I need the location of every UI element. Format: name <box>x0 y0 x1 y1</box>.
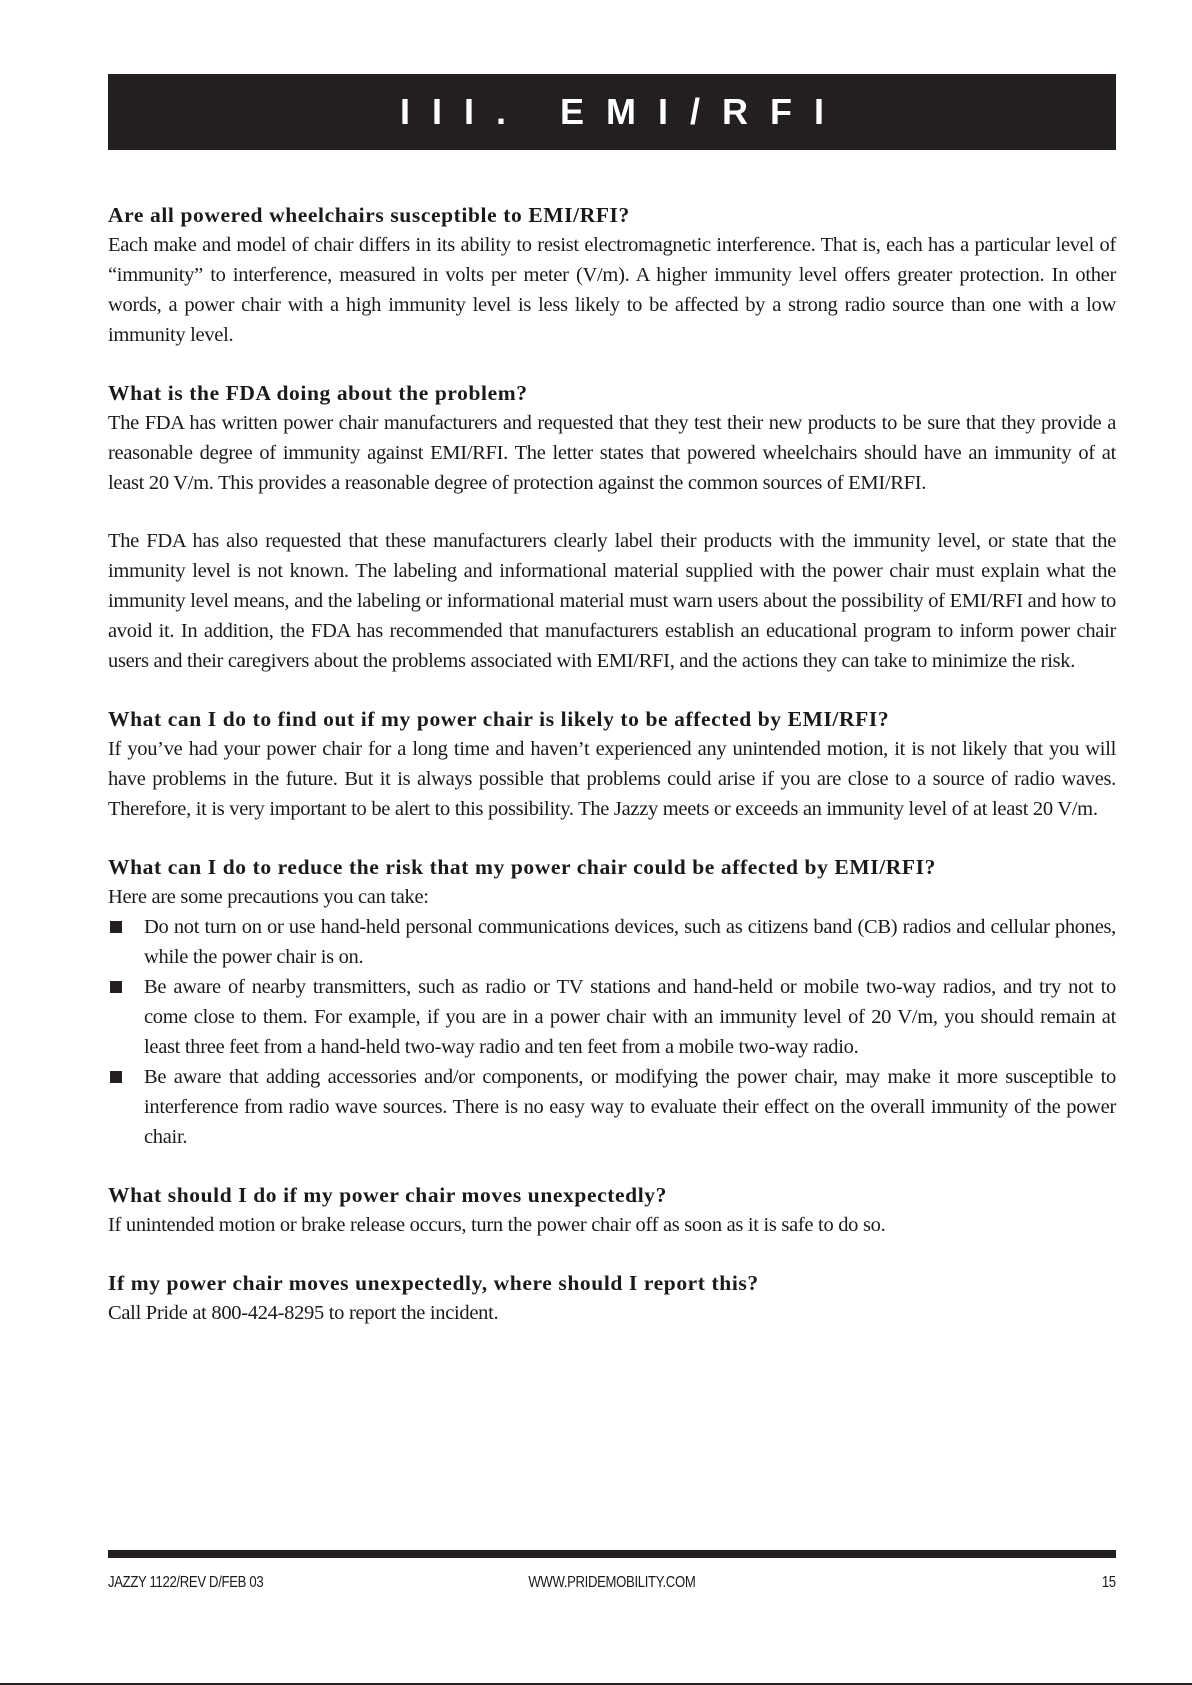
section-report <box>108 1268 1116 1328</box>
precautions-list <box>108 912 1116 1152</box>
list-item-text: Do not turn on or use hand-held personal communications devices, such as citizens band (CB) radios and cellular phones, while the power chair is on. <box>144 916 1116 968</box>
square-bullet-icon <box>110 921 122 933</box>
page-title: III. EMI/RFI <box>399 91 846 132</box>
section-reduce-risk <box>108 852 1116 1152</box>
square-bullet-icon <box>110 981 122 993</box>
list-item-text: Be aware that adding accessories and/or components, or modifying the power chair, may make it more susceptible to interference from radio wave sources. There is no easy way to evaluate their effect on the overall immunity of the power chair. <box>144 1066 1116 1148</box>
list-item <box>108 972 1116 1062</box>
question-heading: Are all powered wheelchairs susceptible to EMI/RFI? <box>108 203 630 227</box>
answer-paragraph: If unintended motion or brake release occurs, turn the power chair off as soon as it is safe to do so. <box>108 1214 886 1236</box>
answer-paragraph: Each make and model of chair differs in its ability to resist electromagnetic interference. That is, each has a particular level of “immunity” to interference, measured in volts per meter (V/m). A higher immunity level offers greater protection. In other words, a power chair with a high immunity level is less likely to be affected by a strong radio source than one with a low immunity level. <box>108 234 1116 346</box>
footer-document-id: JAZZY 1122/REV D/FEB 03 <box>108 1574 264 1591</box>
title-bar <box>108 74 1116 150</box>
page-footer <box>108 1550 1116 1592</box>
question-heading: What can I do to find out if my power chair is likely to be affected by EMI/RFI? <box>108 707 890 731</box>
answer-paragraph: The FDA has also requested that these manufacturers clearly label their products with the immunity level, or state that the immunity level is not known. The labeling and informational material supplied with the power chair must explain what the immunity level means, and the labeling or informational material must warn users about the possibility of EMI/RFI and how to avoid it. In addition, the FDA has recommended that manufacturers establish an educational program to inform power chair users and their caregivers about the problems associated with EMI/RFI, and the actions they can take to minimize the risk. <box>108 530 1116 672</box>
footer-page-number: 15 <box>1101 1574 1116 1591</box>
list-item <box>108 1062 1116 1152</box>
answer-paragraph: If you’ve had your power chair for a long time and haven’t experienced any unintended motion, it is not likely that you will have problems in the future. But it is always possible that problems could arise if you are close to a source of radio waves. Therefore, it is very important to be alert to this possibility. The Jazzy meets or exceeds an immunity level of at least 20 V/m. <box>108 738 1116 820</box>
list-item <box>108 912 1116 972</box>
section-unexpected-motion <box>108 1180 1116 1240</box>
footer-row <box>108 1574 1116 1592</box>
section-fda <box>108 378 1116 676</box>
answer-paragraph: Call Pride at 800-424-8295 to report the incident. <box>108 1302 499 1324</box>
answer-paragraph: The FDA has written power chair manufacturers and requested that they test their new products to be sure that they provide a reasonable degree of immunity against EMI/RFI. The letter states that powered wheelchairs should have an immunity of at least 20 V/m. This provides a reasonable degree of protection against the common sources of EMI/RFI. <box>108 412 1116 494</box>
precautions-intro: Here are some precautions you can take: <box>108 886 429 908</box>
question-heading: What can I do to reduce the risk that my power chair could be affected by EMI/RFI? <box>108 855 936 879</box>
content <box>108 200 1116 1328</box>
question-heading: What should I do if my power chair moves unexpectedly? <box>108 1183 667 1207</box>
section-find-out <box>108 704 1116 824</box>
footer-website: WWW.PRIDEMOBILITY.COM <box>528 1574 696 1591</box>
list-item-text: Be aware of nearby transmitters, such as radio or TV stations and hand-held or mobile two-way radios, and try not to come close to them. For example, if you are in a power chair with an immunity level of 20 V/m, you should remain at least three feet from a hand-held two-way radio and ten feet from a mobile two-way radio. <box>144 976 1116 1058</box>
question-heading: What is the FDA doing about the problem? <box>108 381 528 405</box>
section-susceptibility <box>108 200 1116 350</box>
square-bullet-icon <box>110 1071 122 1083</box>
page <box>108 74 1116 1356</box>
footer-rule <box>108 1550 1116 1558</box>
question-heading: If my power chair moves unexpectedly, where should I report this? <box>108 1271 759 1295</box>
